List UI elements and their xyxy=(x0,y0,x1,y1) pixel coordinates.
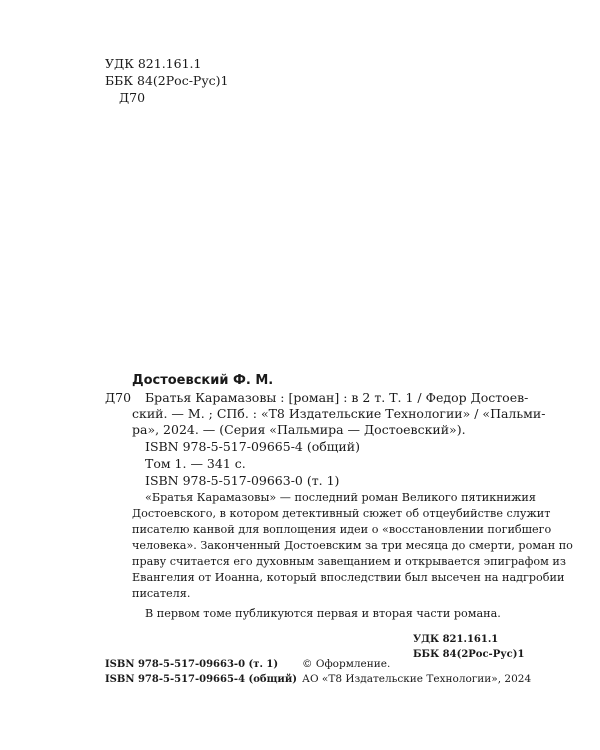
entry-line-3: ра», 2024. — (Серия «Пальмира — Достоевский»). xyxy=(132,422,466,437)
footer-isbn-volume: ISBN 978-5-517-09663-0 (т. 1) xyxy=(105,659,279,670)
annotation-line-2: Достоевского, в котором детективный сюжет об отцеубийстве служит xyxy=(132,507,551,520)
entry-line-2: ский. — М. ; СПб. : «Т8 Издательские Технологии» / «Пальми- xyxy=(132,406,546,421)
copyright-publisher: АО «Т8 Издательские Технологии», 2024 xyxy=(302,673,532,685)
isbn-general: ISBN 978-5-517-09665-4 (общий) xyxy=(145,439,360,454)
footer-isbn-general: ISBN 978-5-517-09665-4 (общий) xyxy=(105,674,297,685)
volume-pages: Том 1. — 341 с. xyxy=(145,456,246,471)
annotation-line-3: писателю канвой для воплощения идеи о «восстановлении погибшего xyxy=(132,523,552,536)
copyright-design: © Оформление. xyxy=(302,658,391,670)
isbn-volume: ISBN 978-5-517-09663-0 (т. 1) xyxy=(145,473,340,488)
annotation-line-1: «Братья Карамазовы» — последний роман Великого пятикнижия xyxy=(145,491,536,504)
bbk-code-bottom: ББК 84(2Рос-Рус)1 xyxy=(413,649,525,660)
annotation-line-4: человека». Законченный Достоевским за три месяца до смерти, роман по xyxy=(132,539,573,552)
entry-line-1: Братья Карамазовы : [роман] : в 2 т. Т. 1 / Федор Достоев- xyxy=(145,390,529,405)
annotation-line-6: Евангелия от Иоанна, который впоследствии был высечен на надгробии xyxy=(132,571,565,584)
annotation-line-5: праву считается его духовным завещанием и открывается эпиграфом из xyxy=(132,555,566,568)
annotation-line-7: писателя. xyxy=(132,587,191,600)
udk-code-top: УДК 821.161.1 xyxy=(105,56,202,71)
udk-code-bottom: УДК 821.161.1 xyxy=(413,634,499,645)
author-mark-top: Д70 xyxy=(119,90,146,105)
bbk-code-top: ББК 84(2Рос-Рус)1 xyxy=(105,73,229,88)
author-heading: Достоевский Ф. М. xyxy=(132,373,274,388)
annotation-note: В первом томе публикуются первая и вторая части романа. xyxy=(145,607,501,620)
entry-author-mark: Д70 xyxy=(105,390,132,405)
